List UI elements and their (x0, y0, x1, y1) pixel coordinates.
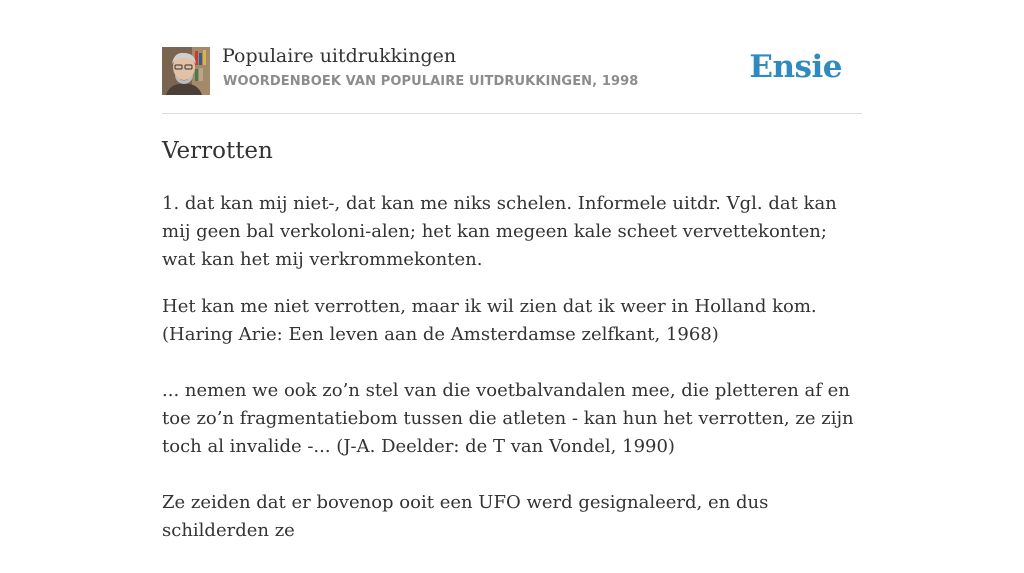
ensie-logo-link[interactable]: Ensie (749, 49, 842, 85)
source-title[interactable]: Populaire uitdrukkingen (222, 45, 457, 67)
source-header (162, 0, 862, 114)
avatar[interactable] (162, 47, 210, 95)
entry-quote: Het kan me niet verrotten, maar ik wil zien dat ik weer in Holland kom. (Haring Arie: Een leven aan de Amsterdamse zelfkant, 1968) (162, 296, 817, 345)
content-container (162, 0, 862, 541)
entry-quote: ... nemen we ook zo’n stel van die voetbalvandalen mee, die pletteren af en toe zo’n fragmentatiebom tussen die atleten - kan hun het verrotten, ze zijn toch al invalide -... (J-A. Deelder: de T van Vondel, 1990) (162, 380, 854, 457)
entry-body (162, 190, 862, 573)
entry-definition: 1. dat kan mij niet-, dat kan me niks schelen. Informele uitdr. Vgl. dat kan mij geen bal verkoloni-alen; het kan megeen kale scheet vervettekonten; wat kan het mij verkrommekonten. (162, 193, 837, 270)
entry-title: Verrotten (162, 138, 273, 164)
author-portrait-icon (162, 47, 210, 95)
entry-quote: Ze zeiden dat er bovenop ooit een UFO werd gesignaleerd, en dus schilderden ze (162, 492, 769, 541)
source-subtitle: WOORDENBOEK VAN POPULAIRE UITDRUKKINGEN, 1998 (223, 74, 639, 89)
